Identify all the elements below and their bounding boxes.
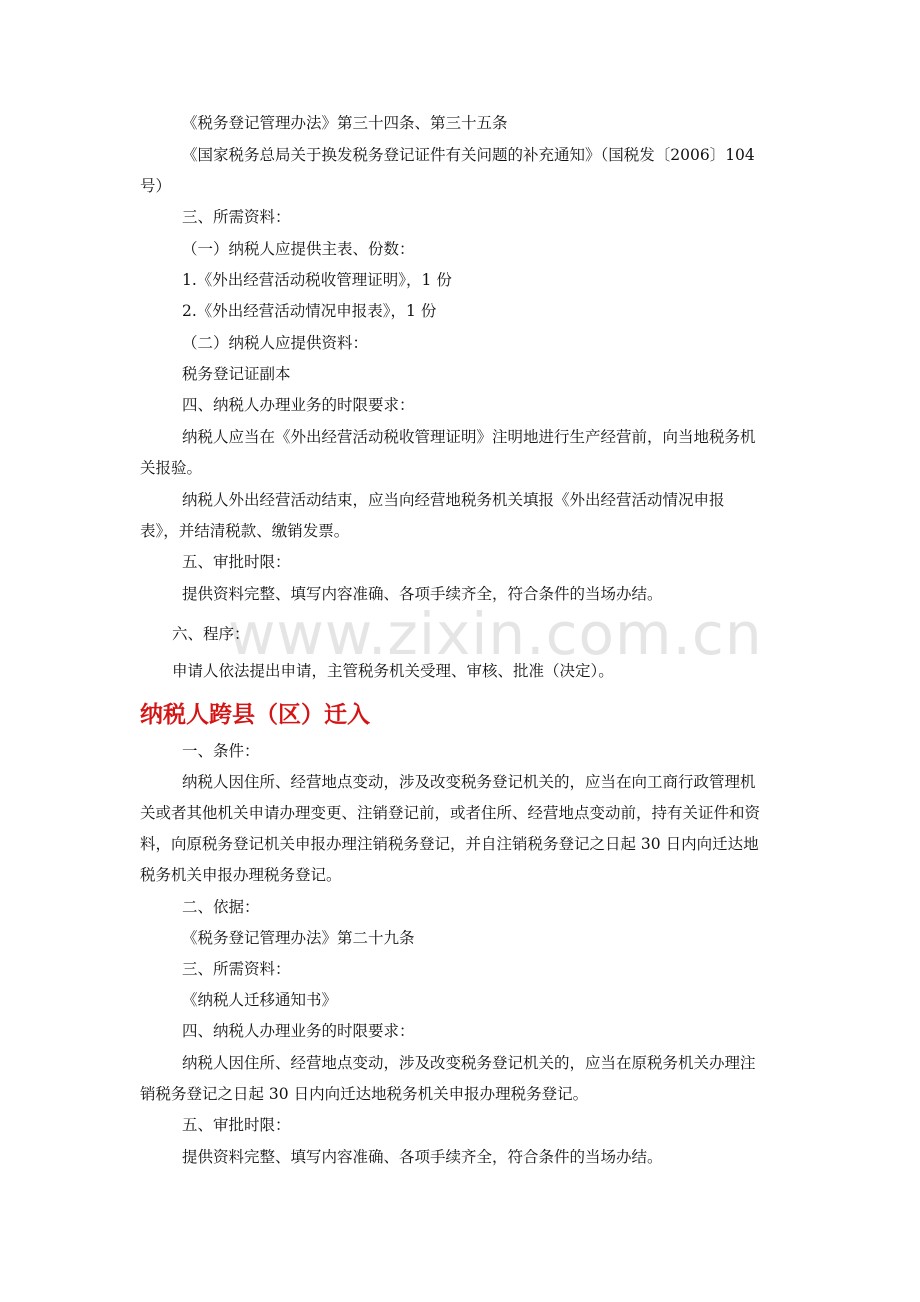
section-heading: 二、依据： bbox=[182, 898, 260, 916]
paragraph-line: 纳税人外出经营活动结束，应当向经营地税务机关填报《外出经营活动情况申报 bbox=[182, 491, 725, 509]
paragraph-line: 纳税人应当在《外出经营活动税收管理证明》注明地进行生产经营前，向当地税务机 bbox=[182, 428, 756, 446]
paragraph-line: 《税务登记管理办法》第三十四条、第三十五条 bbox=[182, 114, 508, 132]
paragraph-line: （一）纳税人应提供主表、份数： bbox=[182, 240, 415, 258]
paragraph-line: 税务登记证副本 bbox=[182, 365, 291, 383]
paragraph-line: 提供资料完整、填写内容准确、各项手续齐全，符合条件的当场办结。 bbox=[182, 1148, 663, 1166]
paragraph-line: 表》，并结清税款、缴销发票。 bbox=[140, 522, 350, 540]
paragraph-line: 《纳税人迁移通知书》 bbox=[182, 991, 338, 1009]
section-heading: 三、所需资料： bbox=[182, 960, 291, 978]
section-title: 纳税人跨县（区）迁入 bbox=[140, 702, 370, 728]
paragraph-line: 号） bbox=[140, 177, 172, 195]
section-heading: 一、条件： bbox=[182, 742, 260, 760]
paragraph-line: 关报验。 bbox=[140, 459, 203, 477]
paragraph-line: 纳税人因住所、经营地点变动，涉及改变税务登记机关的，应当在原税务机关办理注 bbox=[182, 1054, 756, 1072]
paragraph-line: 关或者其他机关申请办理变更、注销登记前，或者住所、经营地点变动前，持有关证件和资 bbox=[140, 804, 761, 822]
section-heading: 四、纳税人办理业务的时限要求： bbox=[182, 1022, 415, 1040]
paragraph-line: （二）纳税人应提供资料： bbox=[182, 334, 369, 352]
list-item: 1.《外出经营活动税收管理证明》，1 份 bbox=[182, 271, 452, 289]
paragraph-line: 纳税人因住所、经营地点变动，涉及改变税务登记机关的，应当在向工商行政管理机 bbox=[182, 773, 756, 791]
paragraph-line: 提供资料完整、填写内容准确、各项手续齐全，符合条件的当场办结。 bbox=[182, 585, 663, 603]
section-heading: 三、所需资料： bbox=[182, 208, 291, 226]
paragraph-line: 税务机关申报办理税务登记。 bbox=[140, 866, 342, 884]
watermark: www.zixin.com.cn bbox=[228, 600, 763, 668]
section-heading: 四、纳税人办理业务的时限要求： bbox=[182, 396, 415, 414]
section-heading: 五、审批时限： bbox=[182, 1116, 291, 1134]
paragraph-line: 销税务登记之日起 30 日内向迁达地税务机关申报办理税务登记。 bbox=[140, 1085, 589, 1103]
paragraph-line: 《税务登记管理办法》第二十九条 bbox=[182, 929, 415, 947]
paragraph-line: 料，向原税务登记机关申报办理注销税务登记，并自注销税务登记之日起 30 日内向迁达地 bbox=[140, 835, 759, 853]
section-heading: 六、程序： bbox=[172, 625, 250, 643]
list-item: 2.《外出经营活动情况申报表》，1 份 bbox=[182, 302, 437, 320]
paragraph-line: 申请人依法提出申请，主管税务机关受理、审核、批准（决定）。 bbox=[172, 662, 614, 680]
paragraph-line: 《国家税务总局关于换发税务登记证件有关问题的补充通知》（国税发〔2006〕104 bbox=[182, 146, 755, 164]
section-heading: 五、审批时限： bbox=[182, 553, 291, 571]
